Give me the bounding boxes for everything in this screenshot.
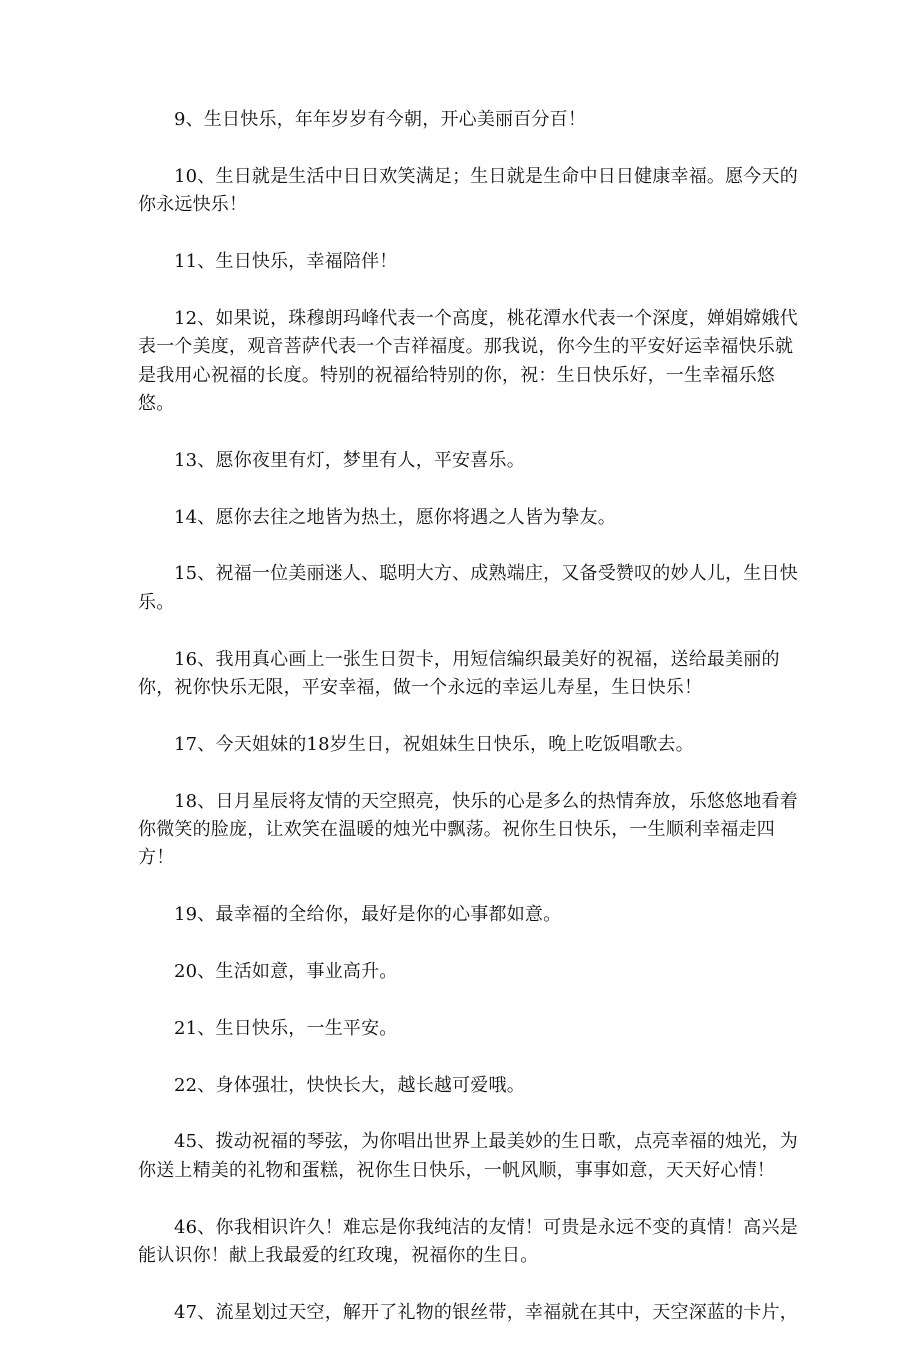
document-body [138, 106, 798, 1356]
paragraph-45: 45、拨动祝福的琴弦，为你唱出世界上最美妙的生日歌，点亮幸福的烛光，为你送上精美的礼物和蛋糕，祝你生日快乐，一帆风顺，事事如意，天天好心情！ [138, 1131, 798, 1181]
paragraph-21: 21、生日快乐，一生平安。 [174, 1017, 398, 1039]
paragraph-10: 10、生日就是生活中日日欢笑满足；生日就是生命中日日健康幸福。愿今天的你永远快乐！ [138, 165, 798, 216]
paragraph-22: 22、身体强壮，快快长大，越长越可爱哦。 [174, 1074, 525, 1096]
paragraph-15: 15、祝福一位美丽迷人、聪明大方、成熟端庄，又备受赞叹的妙人儿，生日快乐。 [138, 563, 798, 613]
paragraph-14: 14、愿你去往之地皆为热土，愿你将遇之人皆为挚友。 [174, 506, 616, 528]
paragraph-19: 19、最幸福的全给你，最好是你的心事都如意。 [174, 904, 562, 926]
paragraph-11: 11、生日快乐，幸福陪伴！ [174, 251, 398, 272]
paragraph-18: 18、日月星辰将友情的天空照亮，快乐的心是多么的热情奔放，乐悠悠地看着你微笑的脸庞，让欢笑在温暖的烛光中飘荡。祝你生日快乐，一生顺利幸福走四方！ [138, 790, 798, 869]
paragraph-17: 17、今天姐妹的18岁生日，祝姐妹生日快乐，晚上吃饭唱歌去。 [174, 733, 694, 755]
paragraph-9: 9、生日快乐，年年岁岁有今朝，开心美丽百分百！ [174, 109, 587, 130]
paragraph-46: 46、你我相识许久！难忘是你我纯洁的友情！可贵是永远不变的真情！高兴是能认识你！献上我最爱的红玫瑰，祝福你的生日。 [138, 1216, 798, 1267]
paragraph-20: 20、生活如意，事业高升。 [174, 961, 398, 983]
paragraph-13: 13、愿你夜里有灯，梦里有人，平安喜乐。 [174, 449, 525, 471]
paragraph-16: 16、我用真心画上一张生日贺卡，用短信编织最美好的祝福，送给最美丽的你，祝你快乐无限，平安幸福，做一个永远的幸运儿寿星，生日快乐！ [138, 648, 780, 699]
paragraph-47: 47、流星划过天空，解开了礼物的银丝带，幸福就在其中，天空深蓝的卡片， [174, 1301, 798, 1323]
paragraph-12: 12、如果说，珠穆朗玛峰代表一个高度，桃花潭水代表一个深度，婵娟嫦娥代表一个美度，观音菩萨代表一个吉祥福度。那我说，你今生的平安好运幸福快乐就是我用心祝福的长度。特别的祝福给特别的你，祝：生日快乐好，一生幸福乐悠悠。 [138, 307, 798, 415]
